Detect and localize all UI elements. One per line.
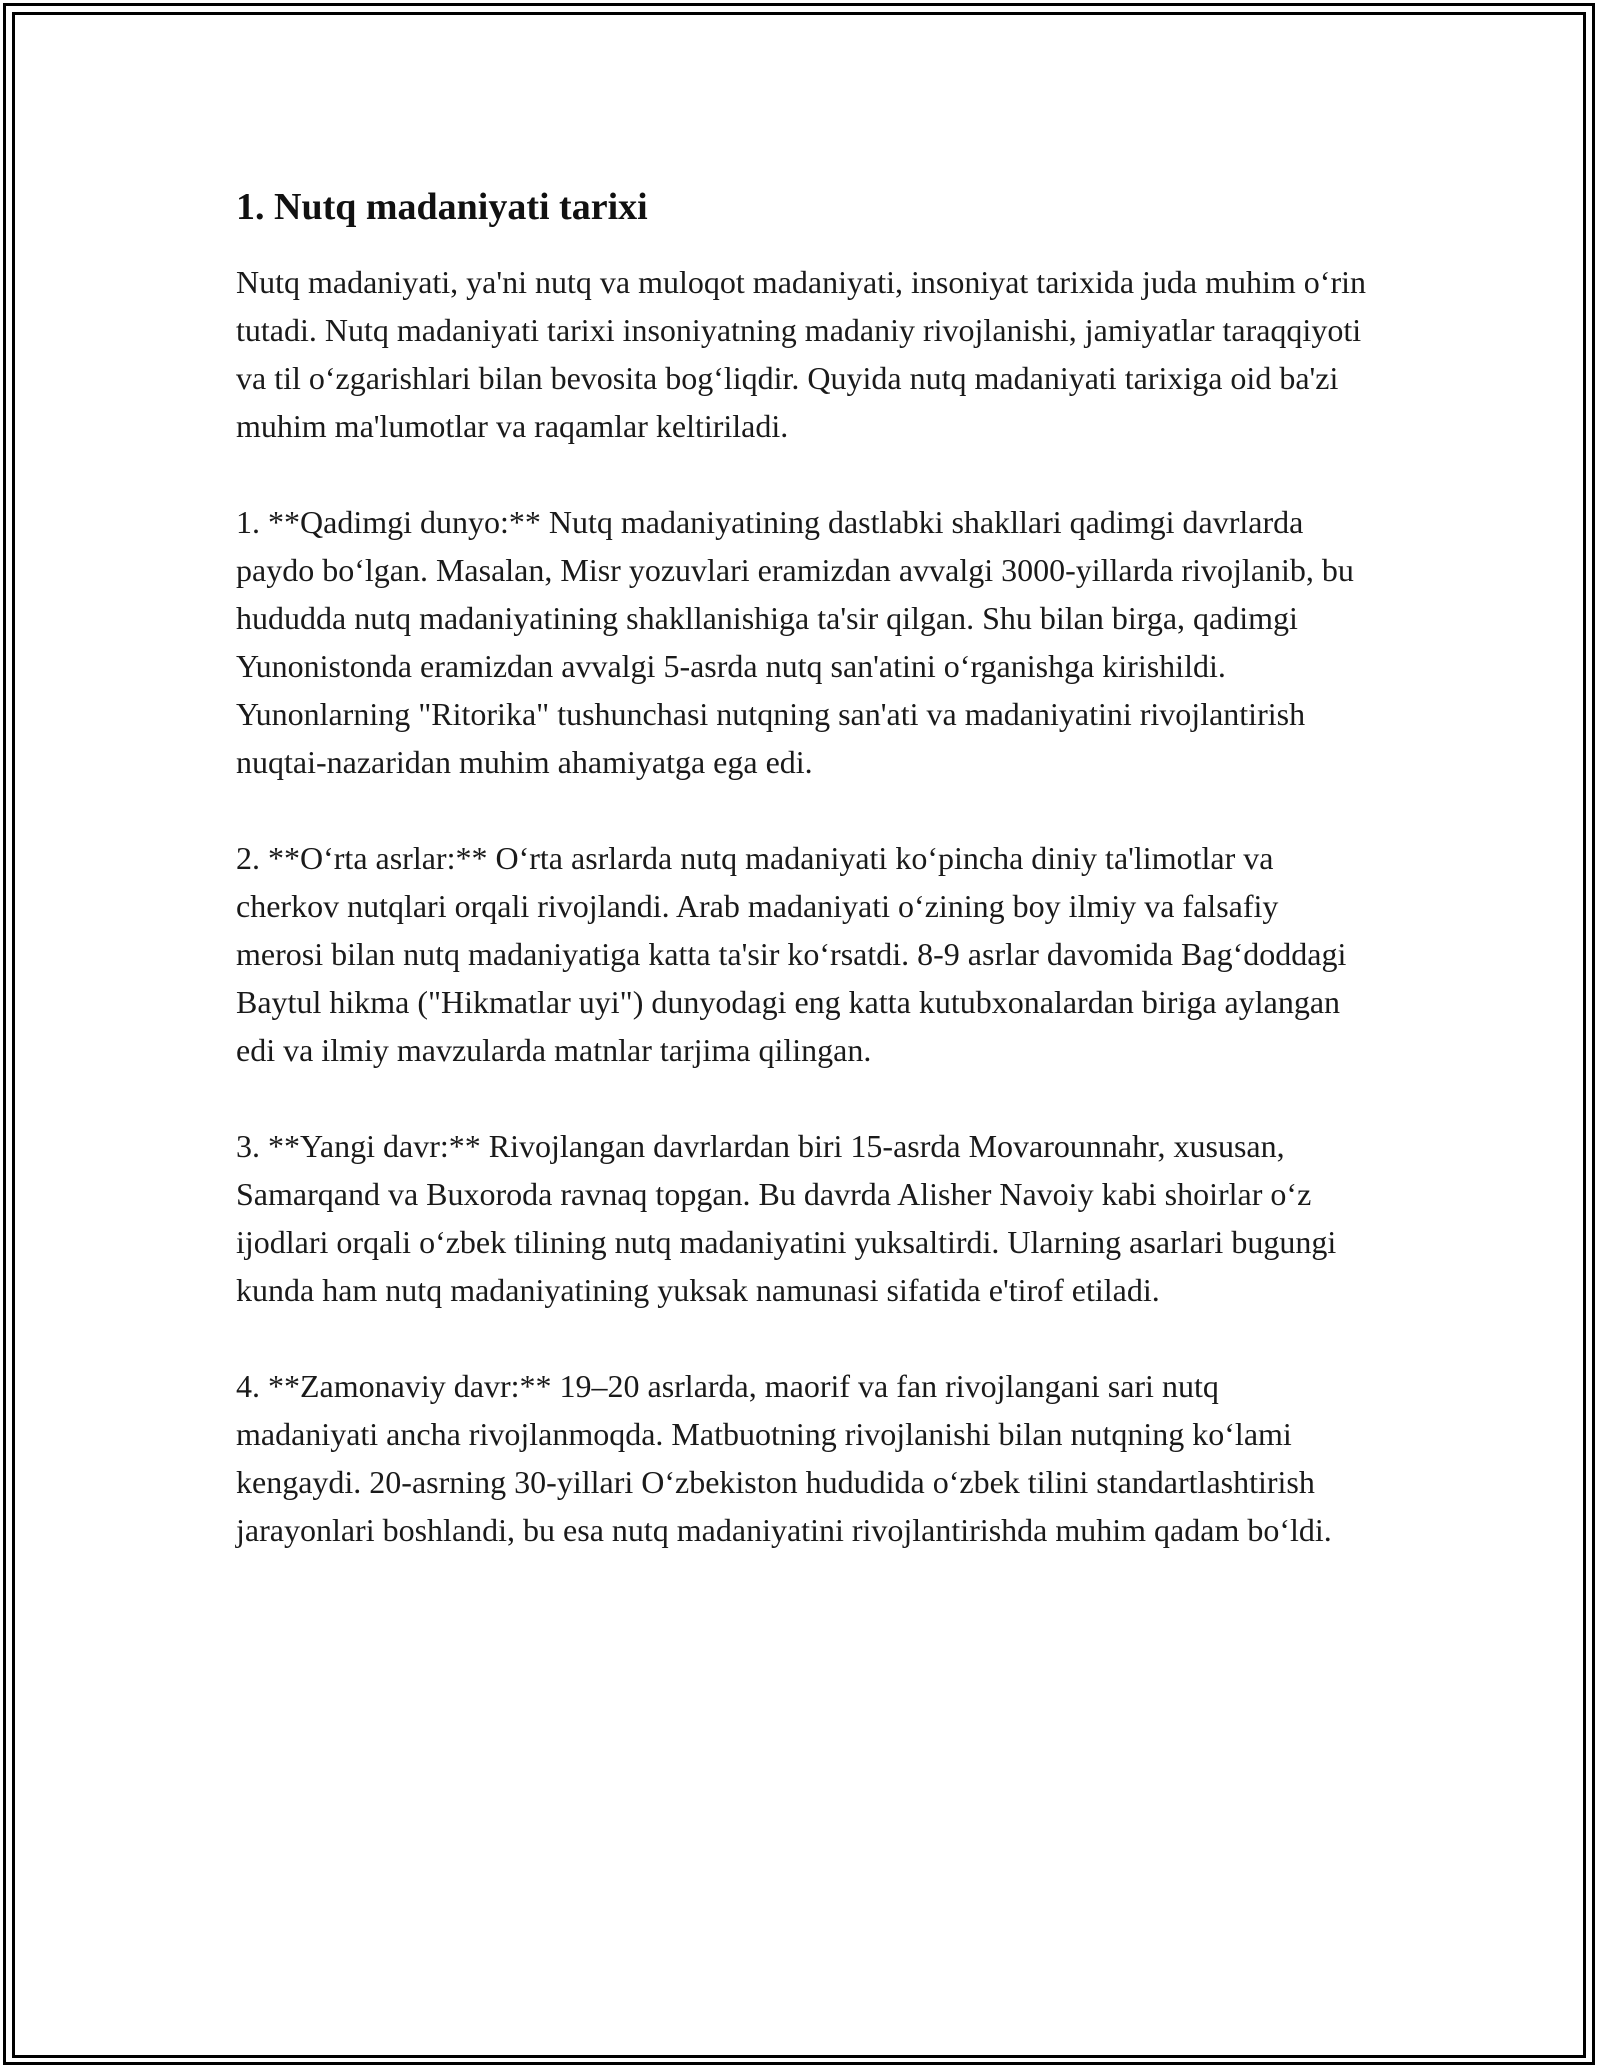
- intro-paragraph: Nutq madaniyati, ya'ni nutq va muloqot madaniyati, insoniyat tarixida juda muhim o‘rin tutadi. Nutq madaniyati tarixi insoniyatning madaniy rivojlanishi, jamiyatlar taraqqiyoti va til o‘zgarishlari bilan bevosita bog‘liqdir. Quyida nutq madaniyati tarixiga oid ba'zi muhim ma'lumotlar va raqamlar keltiriladi.: [236, 264, 1366, 444]
- document-title: 1. Nutq madaniyati tarixi: [236, 186, 648, 228]
- section-new-era: 3. **Yangi davr:** Rivojlangan davrlardan biri 15-asrda Movarounnahr, xususan, Samarqand va Buxoroda ravnaq topgan. Bu davrda Alisher Navoiy kabi shoirlar o‘z ijodlari orqali o‘zbek tilining nutq madaniyatini yuksaltirdi. Ularning asarlari bugungi kunda ham nutq madaniyatining yuksak namunasi sifatida e'tirof etiladi.: [236, 1128, 1337, 1308]
- section-modern-era: 4. **Zamonaviy davr:** 19–20 asrlarda, maorif va fan rivojlangani sari nutq madaniyati ancha rivojlanmoqda. Matbuotning rivojlanishi bilan nutqning ko‘lami kengaydi. 20-asrning 30-yillari O‘zbekiston hududida o‘zbek tilini standartlashtirish jarayonlari boshlandi, bu esa nutq madaniyatini rivojlantirishda muhim qadam bo‘ldi.: [236, 1368, 1332, 1548]
- section-ancient-world: 1. **Qadimgi dunyo:** Nutq madaniyatining dastlabki shakllari qadimgi davrlarda paydo bo‘lgan. Masalan, Misr yozuvlari eramizdan avvalgi 3000-yillarda rivojlanib, bu hududda nutq madaniyatining shakllanishiga ta'sir qilgan. Shu bilan birga, qadimgi Yunonistonda eramizdan avvalgi 5-asrda nutq san'atini o‘rganishga kirishildi. Yunonlarning "Ritorika" tushunchasi nutqning san'ati va madaniyatini rivojlantirish nuqtai-nazaridan muhim ahamiyatga ega edi.: [236, 504, 1354, 780]
- section-middle-ages: 2. **O‘rta asrlar:** O‘rta asrlarda nutq madaniyati ko‘pincha diniy ta'limotlar va cherkov nutqlari orqali rivojlandi. Arab madaniyati o‘zining boy ilmiy va falsafiy merosi bilan nutq madaniyatiga katta ta'sir ko‘rsatdi. 8-9 asrlar davomida Bag‘doddagi Baytul hikma ("Hikmatlar uyi") dunyodagi eng katta kutubxonalardan biriga aylangan edi va ilmiy mavzularda matnlar tarjima qilingan.: [236, 840, 1347, 1068]
- document-body: [236, 184, 1366, 1602]
